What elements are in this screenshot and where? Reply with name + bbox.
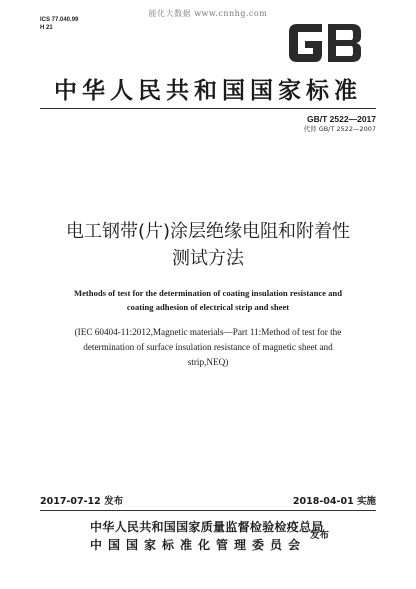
implementation-date: 2018-04-01 实施 — [292, 496, 376, 507]
watermark: 能化大数据 www.cnnhg.com — [148, 9, 268, 18]
english-title-line1: Methods of test for the determination of coating insulation resistance and — [74, 288, 342, 298]
header-divider — [40, 108, 376, 109]
issuer-sac: 中国国家标准化管理委员会 — [90, 538, 307, 552]
ccs-code: H 21 — [40, 25, 53, 31]
ics-code: ICS 77.040.99 — [40, 17, 79, 23]
iec-equivalence-line3: strip,NEQ) — [187, 357, 229, 367]
standard-category-title: 中华人民共和国国家标准 — [54, 78, 362, 104]
chinese-title — [0, 218, 416, 272]
iec-equivalence-line1: (IEC 60404-11:2012,Magnetic materials—Part 11:Method of test for the — [74, 327, 342, 337]
iec-equivalence — [40, 325, 376, 370]
english-title-line2: coating adhesion of electrical strip and sheet — [126, 302, 290, 312]
publish-date: 2017-07-12 发布 — [40, 496, 124, 507]
standard-number: GB/T 2522—2017 — [307, 114, 376, 124]
issued-label: 发布 — [310, 530, 330, 541]
footer-divider — [40, 510, 376, 511]
chinese-title-line2: 测试方法 — [172, 248, 244, 269]
iec-equivalence-line2: determination of surface insulation resistance of magnetic sheet and — [83, 342, 333, 352]
issuer-aqsiq: 中华人民共和国国家质量监督检验检疫总局 — [90, 520, 324, 534]
english-title — [40, 286, 376, 314]
gb-logo-text: GB — [324, 70, 326, 71]
chinese-title-line1: 电工钢带(片)涂层绝缘电阻和附着性 — [65, 221, 351, 242]
gb-logo-icon — [284, 14, 366, 72]
replaces-standard: 代替 GB/T 2522—2007 — [303, 125, 376, 133]
